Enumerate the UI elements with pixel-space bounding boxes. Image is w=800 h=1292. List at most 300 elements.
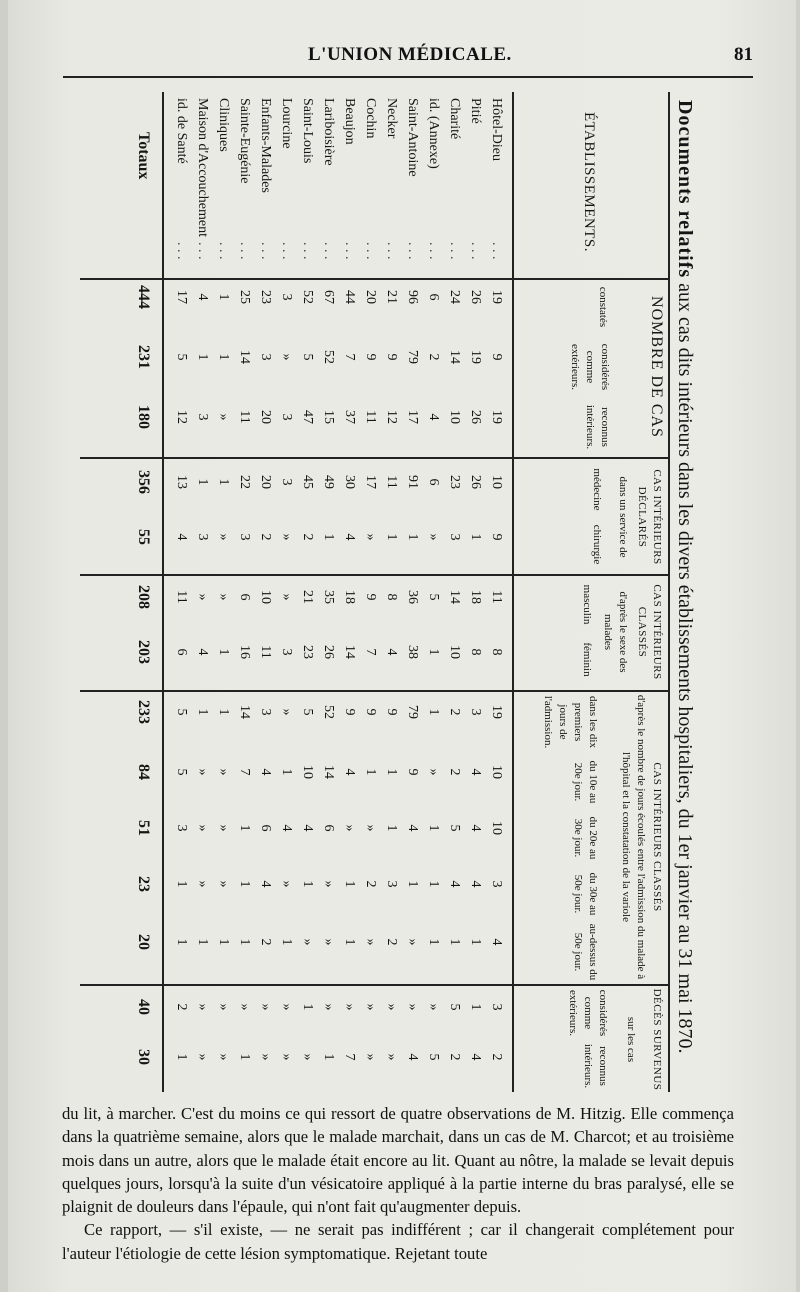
table-cell: » (426, 533, 441, 541)
table-cell: 1 (363, 768, 378, 776)
table-cell: 1 (342, 880, 357, 888)
total-cell: 20 (135, 934, 152, 950)
establishment-name: Beaujon (342, 98, 357, 145)
establishment-name: id. de Santé (174, 98, 189, 164)
sub-header-20-30: du 20e au 30e jour. (572, 816, 599, 860)
table-cell: 9 (363, 353, 378, 361)
table-cell: 5 (300, 708, 315, 716)
table-cell: 36 (405, 590, 420, 604)
table-cell: 8 (384, 593, 399, 601)
table-cell: » (363, 1003, 378, 1011)
total-cell: 51 (135, 820, 152, 836)
table-cell: 4 (258, 880, 273, 888)
table-cell: 21 (300, 590, 315, 604)
table-cell: 14 (342, 645, 357, 659)
leader-dots: . . . (216, 242, 231, 260)
leader-dots: . . . (384, 242, 399, 260)
table-cell: 1 (237, 938, 252, 946)
table-cell: 15 (321, 410, 336, 424)
table-cell: 8 (489, 648, 504, 656)
table-cell: 1 (216, 938, 231, 946)
table-cell: 1 (279, 768, 294, 776)
table-cell: » (384, 1053, 399, 1061)
table-cell: 1 (195, 938, 210, 946)
table-cell: 7 (342, 1053, 357, 1061)
table-cell: » (258, 1003, 273, 1011)
totals-rule (162, 92, 164, 1092)
total-cell: 444 (135, 285, 152, 309)
table-cell: 1 (195, 353, 210, 361)
total-cell: 203 (135, 640, 152, 664)
table-cell: 2 (447, 1053, 462, 1061)
table-cell: 9 (489, 533, 504, 541)
table-cell: 8 (468, 648, 483, 656)
table-cell: » (363, 938, 378, 946)
table-cell: 26 (321, 645, 336, 659)
table-cell: » (363, 824, 378, 832)
establishment-name: Enfants-Malades (258, 98, 273, 193)
header-bottom-rule (512, 92, 514, 1092)
table-cell: 1 (174, 880, 189, 888)
table-cell: 2 (426, 353, 441, 361)
group-header-classes-jours: CAS INTÉRIEURS CLASSÉS (651, 762, 663, 912)
table-cell: 9 (384, 353, 399, 361)
establishment-name: Cliniques (216, 98, 231, 152)
table-cell: 91 (405, 475, 420, 489)
table-cell: 3 (279, 413, 294, 421)
sub-header-dix-jours: dans les dix premiers jours de l'admission. (542, 695, 599, 749)
page-number: 81 (734, 44, 753, 65)
table-cell: 3 (195, 413, 210, 421)
table-cell: » (195, 593, 210, 601)
table-cell: 13 (174, 475, 189, 489)
table-cell: 6 (174, 648, 189, 656)
table-cell: 38 (405, 645, 420, 659)
table-cell: 1 (468, 938, 483, 946)
page-header (63, 44, 753, 76)
table-cell: 20 (363, 290, 378, 304)
group-header-nombre: NOMBRE DE CAS (648, 296, 665, 438)
table-cell: 14 (237, 350, 252, 364)
table-cell: 1 (468, 533, 483, 541)
table-cell: 3 (195, 533, 210, 541)
table-cell: 1 (174, 1053, 189, 1061)
total-cell: 40 (135, 999, 152, 1015)
table-cell: 18 (468, 590, 483, 604)
table-cell: 17 (363, 475, 378, 489)
table-cell: 6 (258, 824, 273, 832)
table-cell: 17 (405, 410, 420, 424)
leader-dots: . . . (489, 242, 504, 260)
establishment-name: Hôtel-Dieu (489, 98, 504, 161)
table-cell: 20 (258, 475, 273, 489)
table-cell: 1 (216, 478, 231, 486)
table-cell: 23 (300, 645, 315, 659)
table-cell: 5 (300, 353, 315, 361)
statistics-table (80, 92, 700, 1092)
table-cell: 2 (300, 533, 315, 541)
table-cell: 26 (468, 475, 483, 489)
table-cell: » (321, 880, 336, 888)
table-cell: 4 (489, 938, 504, 946)
table-cell: 3 (468, 708, 483, 716)
table-cell: 3 (279, 293, 294, 301)
table-cell: 4 (195, 648, 210, 656)
table-title (673, 100, 696, 1080)
table-cell: 52 (300, 290, 315, 304)
table-cell: 4 (279, 824, 294, 832)
group-note-classes-jours: d'après le nombre de jours écoulés entre l'admission du malade à l'hôpital et la constatation de la variole (620, 694, 647, 980)
table-cell: 4 (405, 1053, 420, 1061)
table-cell: 96 (405, 290, 420, 304)
table-cell: » (279, 593, 294, 601)
table-cell: » (321, 1003, 336, 1011)
sub-header-medecine: médecine (591, 468, 603, 511)
table-cell: » (342, 1003, 357, 1011)
table-cell: 5 (174, 708, 189, 716)
table-cell: 6 (426, 293, 441, 301)
establishment-name: Lariboisière (321, 98, 336, 166)
leader-dots: . . . (468, 242, 483, 260)
table-cell: » (384, 1003, 399, 1011)
group-header-deces: DÉCÈS SURVENUS (651, 988, 663, 1091)
table-cell: 1 (426, 648, 441, 656)
table-cell: 14 (237, 705, 252, 719)
table-cell: » (279, 1053, 294, 1061)
table-cell: 3 (447, 533, 462, 541)
table-cell: 11 (258, 645, 273, 659)
table-cell: » (216, 593, 231, 601)
table-cell: 4 (342, 768, 357, 776)
table-cell: 1 (321, 533, 336, 541)
table-cell: 2 (447, 708, 462, 716)
sub-header-chirurgie: chirurgie (591, 524, 603, 565)
table-cell: 4 (258, 768, 273, 776)
table-cell: 1 (216, 708, 231, 716)
sub-header-10-20: du 10e au 20e jour. (572, 760, 599, 804)
group-header-declares: CAS INTÉRIEURS DÉCLARÉS (636, 469, 663, 565)
table-cell: 4 (300, 824, 315, 832)
table-cell: 22 (237, 475, 252, 489)
table-cell: » (216, 1003, 231, 1011)
table-cell: 5 (426, 593, 441, 601)
table-cell: 1 (321, 1053, 336, 1061)
table-cell: 12 (174, 410, 189, 424)
table-cell: 1 (384, 533, 399, 541)
leader-dots: . . . (237, 242, 252, 260)
table-cell: » (195, 824, 210, 832)
table-cell: 30 (342, 475, 357, 489)
table-cell: » (279, 1003, 294, 1011)
total-cell: 233 (135, 700, 152, 724)
table-cell: 3 (279, 648, 294, 656)
table-cell: » (363, 533, 378, 541)
table-cell: 4 (426, 413, 441, 421)
table-cell: » (279, 353, 294, 361)
table-cell: 10 (447, 645, 462, 659)
table-cell: 49 (321, 475, 336, 489)
table-cell: 7 (363, 648, 378, 656)
table-cell: » (426, 1003, 441, 1011)
paragraph-2: Ce rapport, — s'il existe, — ne serait pas indifférent ; car il changerait complétement pour l'auteur l'étiologie de cette lésion symptomatique. Rejetant toute (62, 1220, 734, 1263)
table-cell: 4 (174, 533, 189, 541)
total-cell: 231 (135, 345, 152, 369)
table-cell: 23 (447, 475, 462, 489)
table-cell: » (195, 1053, 210, 1061)
table-cell: 7 (237, 768, 252, 776)
table-cell: 26 (468, 290, 483, 304)
table-cell: 10 (489, 475, 504, 489)
table-cell: 79 (405, 350, 420, 364)
table-cell: 19 (468, 350, 483, 364)
table-cell: 52 (321, 705, 336, 719)
table-cell: 79 (405, 705, 420, 719)
total-cell: 208 (135, 585, 152, 609)
sub-header-deces-ext: considérés comme extérieurs. (567, 989, 609, 1037)
table-cell: » (216, 880, 231, 888)
table-cell: 6 (321, 824, 336, 832)
table-cell: 19 (489, 290, 504, 304)
column-rule (80, 690, 668, 692)
sub-header-feminin: féminin (581, 642, 593, 677)
leader-dots: . . . (342, 242, 357, 260)
table-top-rule (668, 92, 670, 1092)
table-cell: 3 (258, 708, 273, 716)
table-cell: » (279, 880, 294, 888)
table-cell: 14 (321, 765, 336, 779)
table-cell: 2 (174, 1003, 189, 1011)
table-cell: 1 (279, 938, 294, 946)
table-cell: 3 (489, 1003, 504, 1011)
running-title: L'UNION MÉDICALE. (308, 44, 512, 65)
column-rule (80, 984, 668, 986)
table-cell: 67 (321, 290, 336, 304)
leader-dots: . . . (258, 242, 273, 260)
table-cell: 4 (447, 880, 462, 888)
header-rule (63, 76, 753, 78)
table-cell: 6 (426, 478, 441, 486)
leader-dots: . . . (363, 242, 378, 260)
table-cell: 1 (300, 1003, 315, 1011)
table-cell: 1 (426, 708, 441, 716)
table-cell: 37 (342, 410, 357, 424)
table-cell: 5 (447, 824, 462, 832)
sub-header-deces-int: reconnus intérieurs. (582, 1043, 609, 1089)
table-cell: 17 (174, 290, 189, 304)
table-cell: 1 (237, 1053, 252, 1061)
total-cell: 23 (135, 876, 152, 892)
table-cell: » (195, 768, 210, 776)
table-cell: » (195, 1003, 210, 1011)
table-cell: 10 (300, 765, 315, 779)
totals-label: Totaux (135, 132, 152, 180)
table-cell: 3 (258, 353, 273, 361)
table-cell: 11 (174, 590, 189, 604)
table-cell: 1 (195, 708, 210, 716)
table-cell: 3 (174, 824, 189, 832)
sub-header-constates: constatés (597, 286, 609, 328)
table-cell: 4 (405, 824, 420, 832)
column-rule (80, 457, 668, 459)
table-cell: » (237, 1003, 252, 1011)
table-cell: 4 (384, 648, 399, 656)
table-cell: » (216, 824, 231, 832)
table-cell: 1 (174, 938, 189, 946)
leader-dots: . . . (279, 242, 294, 260)
table-cell: 24 (447, 290, 462, 304)
table-cell: 4 (468, 880, 483, 888)
table-cell: 23 (258, 290, 273, 304)
table-cell: » (216, 1053, 231, 1061)
table-cell: » (405, 938, 420, 946)
table-cell: 26 (468, 410, 483, 424)
establishment-name: Necker (384, 98, 399, 139)
table-cell: 1 (405, 533, 420, 541)
table-cell: » (363, 1053, 378, 1061)
table-cell: 9 (342, 708, 357, 716)
table-cell: 6 (237, 593, 252, 601)
table-cell: 1 (195, 478, 210, 486)
table-cell: 1 (216, 353, 231, 361)
establishment-name: Lourcine (279, 98, 294, 149)
table-cell: 19 (489, 705, 504, 719)
table-cell: 21 (384, 290, 399, 304)
group-note-classes-sexe: d'après le sexe des malades (602, 591, 629, 673)
table-cell: 19 (489, 410, 504, 424)
establishment-name: Sainte-Eugénie (237, 98, 252, 184)
leader-dots: . . . (405, 242, 420, 260)
table-cell: 1 (216, 648, 231, 656)
table-cell: 44 (342, 290, 357, 304)
table-cell: 14 (447, 590, 462, 604)
table-cell: 2 (447, 768, 462, 776)
table-cell: 4 (468, 1053, 483, 1061)
sub-header-30-50: du 30e au 50e jour. (572, 872, 599, 916)
table-cell: 35 (321, 590, 336, 604)
establishment-name: Maison d'Accouchement (195, 98, 210, 237)
leader-dots: . . . (321, 242, 336, 260)
table-cell: 1 (384, 768, 399, 776)
table-cell: 1 (300, 880, 315, 888)
table-cell: 9 (363, 593, 378, 601)
table-cell: 2 (258, 533, 273, 541)
table-cell: 1 (216, 293, 231, 301)
sub-header-masculin: masculin (581, 584, 593, 625)
table-cell: 1 (426, 938, 441, 946)
table-cell: 4 (195, 293, 210, 301)
table-cell: » (426, 768, 441, 776)
establishment-name: Pitié (468, 98, 483, 124)
table-cell: 5 (174, 768, 189, 776)
table-cell: 9 (405, 768, 420, 776)
sub-header-50: au-dessus du 50e jour. (572, 923, 599, 981)
table-cell: 2 (363, 880, 378, 888)
table-cell: 10 (489, 765, 504, 779)
establishment-name: Cochin (363, 98, 378, 139)
sub-header-consideres: considérés comme extérieurs. (569, 343, 611, 391)
table-cell: » (321, 938, 336, 946)
table-cell: 11 (237, 410, 252, 424)
table-cell: 4 (342, 533, 357, 541)
table-cell: 5 (447, 1003, 462, 1011)
table-cell: 11 (489, 590, 504, 604)
table-cell: 25 (237, 290, 252, 304)
table-cell: 3 (237, 533, 252, 541)
establishment-name: Saint-Antoine (405, 98, 420, 177)
table-cell: 1 (342, 938, 357, 946)
table-cell: 12 (384, 410, 399, 424)
column-rule (80, 574, 668, 576)
table-cell: 18 (342, 590, 357, 604)
table-cell: 11 (384, 475, 399, 489)
table-cell: 1 (468, 1003, 483, 1011)
table-cell: 45 (300, 475, 315, 489)
table-cell: 1 (426, 824, 441, 832)
leader-dots: . . . (300, 242, 315, 260)
total-cell: 84 (135, 764, 152, 780)
table-cell: 1 (384, 824, 399, 832)
table-cell: 9 (363, 708, 378, 716)
table-cell: 2 (258, 938, 273, 946)
table-cell: 4 (468, 768, 483, 776)
table-cell: » (195, 880, 210, 888)
table-cell: » (258, 1053, 273, 1061)
table-cell: 5 (426, 1053, 441, 1061)
table-cell: 1 (447, 938, 462, 946)
table-cell: 3 (489, 880, 504, 888)
table-cell: 10 (447, 410, 462, 424)
group-note-deces: sur les cas (625, 1016, 637, 1063)
table-title-rest: aux cas dits intérieurs dans les divers établissements hospitaliers, du 1er janvier au 31 mai 1870. (674, 283, 696, 1054)
table-cell: 3 (384, 880, 399, 888)
leader-dots: . . . (174, 242, 189, 260)
table-cell: 1 (405, 880, 420, 888)
leader-dots: . . . (426, 242, 441, 260)
leader-dots: . . . (195, 242, 210, 260)
table-cell: 3 (279, 478, 294, 486)
table-cell: 47 (300, 410, 315, 424)
table-cell: » (300, 1053, 315, 1061)
table-cell: 10 (258, 590, 273, 604)
table-cell: 4 (468, 824, 483, 832)
table-cell: 7 (342, 353, 357, 361)
table-cell: » (216, 413, 231, 421)
body-text (62, 1102, 734, 1265)
col-header-establishments: ÉTABLISSEMENTS. (581, 111, 597, 253)
table-cell: 16 (237, 645, 252, 659)
table-title-bold: Documents relatifs (674, 100, 696, 279)
leader-dots: . . . (447, 242, 462, 260)
table-cell: 9 (384, 708, 399, 716)
table-cell: 11 (363, 410, 378, 424)
table-cell: 1 (237, 824, 252, 832)
table-cell: 52 (321, 350, 336, 364)
column-rule (80, 278, 668, 280)
group-header-classes-sexe: CAS INTÉRIEURS CLASSÉS (636, 584, 663, 680)
table-cell: 1 (426, 880, 441, 888)
table-cell: » (279, 708, 294, 716)
table-cell: » (300, 938, 315, 946)
table-cell: » (342, 824, 357, 832)
table-cell: 1 (237, 880, 252, 888)
table-cell: 10 (489, 821, 504, 835)
total-cell: 356 (135, 470, 152, 494)
table-cell: » (279, 533, 294, 541)
establishment-name: Saint-Louis (300, 98, 315, 164)
group-note-declares: dans un service de (617, 476, 629, 558)
total-cell: 180 (135, 405, 152, 429)
total-cell: 30 (135, 1049, 152, 1065)
